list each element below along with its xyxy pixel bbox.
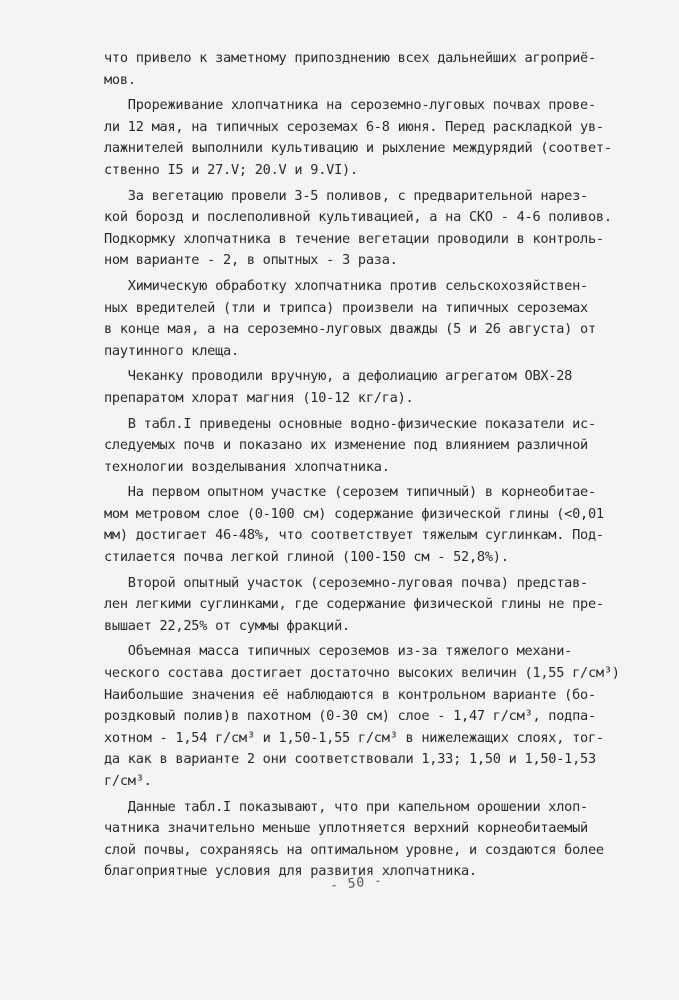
text-line: технологии возделывания хлопчатника. (104, 458, 390, 475)
paragraph (104, 641, 657, 792)
text-line: ственно I5 и 27.V; 20.V и 9.VI). (104, 161, 358, 178)
text-line: В табл.I приведены основные водно-физические показатели ис- (104, 415, 596, 432)
text-line: г/см³. (104, 773, 152, 789)
text-line: в конце мая, а на сероземно-луговых дважды (5 и 26 августа) от (104, 321, 596, 338)
text-line: лажнителей выполнили культивацию и рыхление междурядий (соответ- (104, 140, 612, 157)
text-line: Чеканку проводили вручную, а дефолиацию агрегатом ОВХ-28 (104, 368, 573, 385)
text-line: что привело к заметному припозднению всех дальнейших агроприё- (104, 50, 596, 66)
text-line: Наибольшие значения её наблюдаются в контрольном варианте (бо- (104, 686, 596, 703)
text-line: ном варианте - 2, в опытных - 3 раза. (104, 252, 398, 269)
text-line: ческого состава достигает достаточно высоких величин (1,55 г/см³) (104, 665, 620, 682)
text-line: мов. (104, 71, 136, 88)
text-line: чатника значительно меньше уплотняется верхний корнеобитаемый (104, 820, 588, 837)
paragraph (104, 366, 657, 409)
text-line: стилается почва легкой глиной (100-150 см - 52,8%). (104, 549, 509, 566)
text-line: благоприятные условия для развития хлопчатника. (104, 863, 477, 880)
paragraph (104, 48, 657, 91)
text-line: ных вредителей (тли и трипса) произвели на типичных сероземах (104, 299, 588, 316)
text-line: следуемых почв и показано их изменение под влиянием различной (104, 437, 588, 454)
document-body (104, 48, 657, 883)
text-line: мом метровом слое (0-100 см) содержание физической глины (<0,01 (104, 505, 604, 522)
text-line: лен легкими суглинками, где содержание физической глины не пре- (104, 596, 604, 613)
paragraph (104, 276, 657, 362)
text-line: слой почвы, сохраняясь на оптимальном уровне, и создаются более (104, 841, 604, 858)
text-line: роздковый полив)в пахотном (0-30 см) слое - 1,47 г/см³, подпа- (104, 708, 596, 725)
paragraph (104, 95, 657, 181)
text-line: На первом опытном участке (серозем типичный) в корнеобитае- (104, 484, 596, 501)
text-line: Второй опытный участок (сероземно-луговая почва) представ- (104, 574, 588, 591)
paragraph (104, 414, 657, 479)
text-line: паутинного клеща. (104, 342, 239, 359)
text-line: вышает 22,25% от суммы фракций. (104, 617, 350, 634)
text-line: Объемная масса типичных сероземов из-за тяжелого механи- (104, 643, 573, 660)
paragraph (104, 573, 657, 638)
text-line: За вегетацию провели 3-5 поливов, с предварительной нарез- (104, 187, 588, 204)
text-line: да как в варианте 2 они соответствовали 1,33; 1,50 и 1,50-1,53 (104, 751, 596, 768)
text-line: Данные табл.I показывают, что при капельном орошении хлоп- (104, 798, 588, 815)
text-line: препаратом хлорат магния (10-12 кг/га). (104, 389, 414, 406)
paragraph (104, 797, 657, 883)
text-line: Прореживание хлопчатника на сероземно-луговых почвах прове- (104, 97, 596, 114)
text-line: Химическую обработку хлопчатника против сельскохозяйствен- (104, 277, 588, 294)
page-number: - 50 - (329, 873, 384, 894)
text-line: ли 12 мая, на типичных сероземах 6-8 июня. Перед раскладкой ув- (104, 118, 604, 135)
text-line: кой борозд и послеполивной культивацией, а на СКО - 4-6 поливов. (104, 209, 612, 226)
paragraph (104, 482, 657, 568)
text-line: хотном - 1,54 г/см³ и 1,50-1,55 г/см³ в нижележащих слоях, тог- (104, 729, 604, 746)
paragraph (104, 186, 657, 272)
text-line: мм) достигает 46-48%, что соответствует тяжелым суглинкам. Под- (104, 527, 604, 544)
text-line: Подкормку хлопчатника в течение вегетации проводили в контроль- (104, 230, 604, 247)
